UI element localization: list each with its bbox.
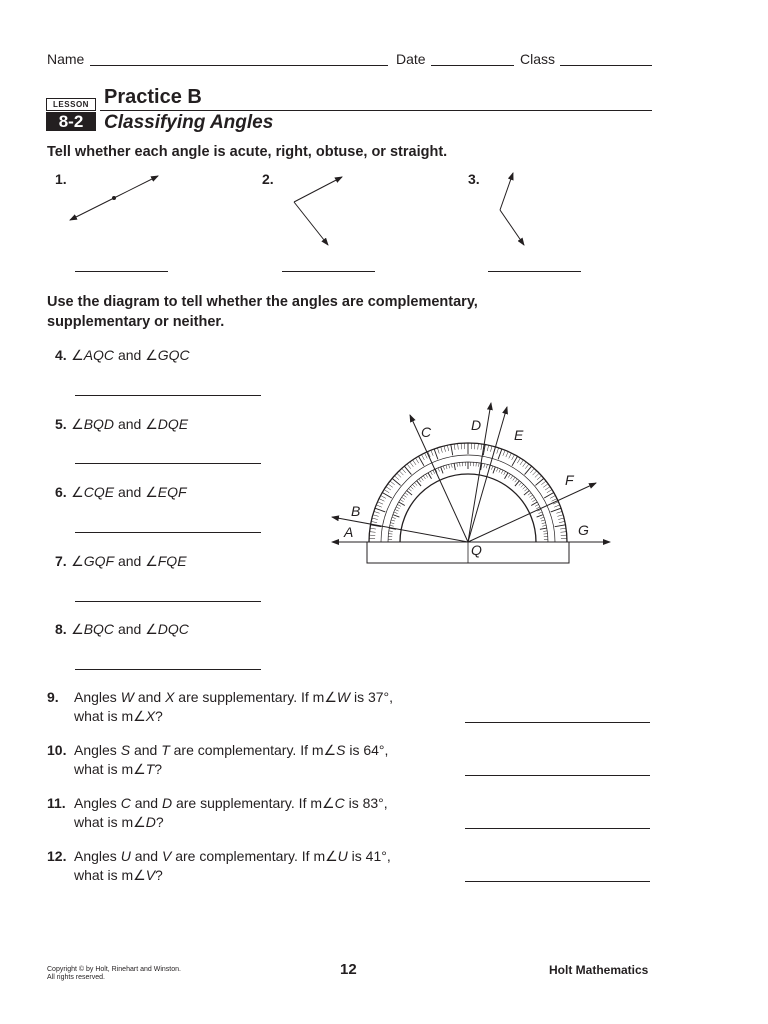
angle-symbol: ∠ <box>145 347 158 363</box>
angle-symbol: ∠ <box>145 553 158 569</box>
protractor-tick <box>392 517 396 518</box>
protractor-tick <box>555 525 566 527</box>
protractor-tick <box>423 476 425 479</box>
section1-instruction: Tell whether each angle is acute, right, obtuse, or straight. <box>47 144 448 160</box>
protractor-tick <box>545 487 550 490</box>
protractor-tick <box>428 473 432 479</box>
angle-symbol: ∠ <box>71 347 84 363</box>
protractor-tick <box>405 493 408 495</box>
conjunction: and <box>117 347 142 363</box>
protractor-tick <box>501 470 503 474</box>
protractor-tick <box>509 453 512 458</box>
protractor-tick <box>528 493 531 495</box>
protractor-tick <box>449 464 450 468</box>
angle-symbol: ∠ <box>71 553 84 569</box>
question-number: 4. <box>55 347 67 363</box>
answer-line-1[interactable] <box>75 271 168 272</box>
class-label: Class <box>520 51 556 67</box>
protractor-tick <box>393 515 400 517</box>
question-number: 1. <box>55 171 67 187</box>
question-10 <box>47 741 447 779</box>
question-7 <box>55 552 187 571</box>
text: are supplementary. If m∠ <box>175 795 335 811</box>
protractor-tick <box>503 450 505 456</box>
protractor-tick <box>397 504 401 506</box>
protractor-tick <box>437 448 439 454</box>
question-11 <box>47 794 447 832</box>
page-number: 12 <box>340 961 357 978</box>
protractor-tick <box>538 512 542 513</box>
protractor-tick <box>444 446 445 452</box>
label-D: D <box>471 417 482 433</box>
protractor-tick <box>376 505 382 507</box>
label-F: F <box>565 472 574 488</box>
var: T <box>161 742 170 758</box>
protractor-tick <box>531 502 537 506</box>
protractor-tick <box>543 484 548 488</box>
protractor-ticks <box>369 443 567 542</box>
answer-line-12[interactable] <box>465 881 650 882</box>
protractor-tick <box>542 525 546 526</box>
protractor-tick <box>504 471 506 475</box>
protractor-tick <box>392 478 400 485</box>
question-number: 5. <box>55 416 67 432</box>
text: ? <box>155 708 163 724</box>
protractor-tick <box>559 521 565 522</box>
protractor-tick <box>525 466 532 474</box>
protractor-tick <box>551 508 561 512</box>
question-4 <box>55 346 190 365</box>
protractor-tick <box>373 515 379 517</box>
lesson-word: LESSON <box>46 98 96 111</box>
answer-line-11[interactable] <box>465 828 650 829</box>
protractor-tick <box>397 473 401 477</box>
section2-instruction-line2: supplementary or neither. <box>47 314 225 330</box>
angle-name: DQC <box>157 621 189 637</box>
angle-symbol: ∠ <box>71 416 84 432</box>
protractor-tick <box>394 476 398 480</box>
angle-figure-3 <box>500 173 524 245</box>
question-number: 11. <box>47 795 66 811</box>
angle-symbol: ∠ <box>71 484 84 500</box>
angle-symbol: ∠ <box>145 621 158 637</box>
protractor-tick <box>381 496 386 499</box>
name-label: Name <box>47 51 85 67</box>
angle-name: GQC <box>157 347 190 363</box>
protractor-tick <box>390 481 395 485</box>
protractor-tick <box>403 495 406 497</box>
protractor-tick <box>395 509 399 511</box>
protractor-tick <box>447 445 448 451</box>
protractor-tick <box>375 508 385 512</box>
var: V <box>161 848 172 864</box>
label-G: G <box>578 522 589 538</box>
page-subtitle: Classifying Angles <box>104 112 274 133</box>
var: C <box>120 795 131 811</box>
question-number: 12. <box>47 848 67 864</box>
protractor-tick <box>391 520 395 521</box>
protractor-tick <box>535 473 539 477</box>
var: X <box>145 708 156 724</box>
protractor-tick <box>425 453 428 458</box>
protractor-tick <box>390 523 394 524</box>
protractor-tick <box>499 469 501 473</box>
protractor-tick <box>541 481 546 485</box>
protractor-tick <box>508 474 510 477</box>
publisher-brand: Holt Mathematics <box>549 963 649 977</box>
protractor-tick <box>535 478 543 485</box>
protractor-tick <box>532 500 535 502</box>
protractor-tick <box>542 523 546 524</box>
protractor-tick <box>414 483 417 486</box>
protractor-tick <box>523 462 527 467</box>
answer-line-6[interactable] <box>75 532 261 533</box>
protractor-tick <box>513 477 515 480</box>
protractor-tick <box>547 490 552 493</box>
protractor-tick <box>378 502 383 504</box>
text: Angles <box>74 742 117 758</box>
protractor-tick <box>554 505 560 507</box>
date-label: Date <box>396 51 426 67</box>
protractor-tick <box>394 512 398 513</box>
protractor-tick <box>560 528 566 529</box>
protractor-tick <box>390 525 394 526</box>
var: W <box>336 689 351 705</box>
protractor-tick <box>497 448 499 454</box>
protractor-tick <box>536 507 540 509</box>
protractor-tick <box>537 515 544 517</box>
page-title: Practice B <box>104 86 202 108</box>
protractor-tick <box>370 528 376 529</box>
question-number: 10. <box>47 742 67 758</box>
var: V <box>145 867 156 883</box>
protractor-tick <box>384 490 389 493</box>
angle-symbol: ∠ <box>145 484 158 500</box>
protractor-tick <box>399 471 403 475</box>
text: Angles <box>74 689 117 705</box>
text: are supplementary. If m∠ <box>178 689 337 705</box>
protractor-tick <box>410 486 413 489</box>
question-number: 6. <box>55 484 67 500</box>
question-number: 7. <box>55 553 67 569</box>
var: D <box>161 795 173 811</box>
text: what is m∠ <box>74 708 146 724</box>
protractor-tick <box>451 464 452 468</box>
protractor-tick <box>441 467 443 474</box>
copyright-line: All rights reserved. <box>47 974 105 981</box>
question-number: 9. <box>47 689 59 705</box>
answer-line-10[interactable] <box>465 775 650 776</box>
protractor-tick <box>386 487 391 490</box>
protractor-tick <box>530 468 534 472</box>
protractor-tick <box>407 464 411 469</box>
protractor-tick <box>454 444 455 450</box>
protractor-tick <box>374 511 380 513</box>
conjunction: and <box>117 484 142 500</box>
protractor-tick <box>558 518 564 519</box>
conjunction: and <box>117 621 142 637</box>
protractor-tick <box>540 528 547 529</box>
protractor-tick <box>531 497 534 499</box>
answer-line-5[interactable] <box>75 463 261 464</box>
protractor-tick <box>537 476 541 480</box>
protractor-tick <box>521 484 524 487</box>
protractor-tick <box>370 532 376 533</box>
protractor-inner-arc <box>400 474 536 542</box>
label-B: B <box>351 503 361 519</box>
question-number: 3. <box>468 171 480 187</box>
protractor-tick <box>416 458 419 463</box>
protractor-tick <box>519 483 522 486</box>
protractor-tick <box>399 502 405 506</box>
question-6 <box>55 483 187 502</box>
protractor-tick <box>520 460 523 465</box>
angle-name: CQE <box>83 484 115 500</box>
var: S <box>336 742 346 758</box>
var: U <box>120 848 131 864</box>
angle-name: FQE <box>157 553 187 569</box>
protractor-tick <box>478 444 479 450</box>
protractor-tick <box>512 455 515 460</box>
angle-name: AQC <box>83 347 115 363</box>
angle-name: BQC <box>83 621 115 637</box>
question-8 <box>55 620 189 639</box>
protractor-tick <box>529 495 532 497</box>
protractor-tick <box>490 446 491 452</box>
section2-instruction-line1: Use the diagram to tell whether the angles are complementary, <box>47 294 478 310</box>
protractor-tick <box>556 511 562 513</box>
protractor-tick <box>389 531 393 532</box>
protractor-tick <box>412 484 415 487</box>
protractor-tick <box>410 462 414 467</box>
lesson-number: 8-2 <box>46 112 96 131</box>
protractor-tick <box>419 479 421 482</box>
protractor-tick <box>498 449 502 459</box>
protractor-tick <box>550 496 555 499</box>
protractor-tick <box>402 468 406 472</box>
angle-symbol: ∠ <box>145 416 158 432</box>
protractor-tick <box>517 458 520 463</box>
protractor-tick <box>431 450 433 456</box>
protractor-tick <box>409 488 412 491</box>
protractor-tick <box>454 463 455 470</box>
text: and <box>134 848 159 864</box>
angle-figure-2 <box>294 177 342 245</box>
text: is 64°, <box>349 742 389 758</box>
text: is 37°, <box>353 689 394 705</box>
text: Angles <box>74 795 117 811</box>
label-E: E <box>514 427 524 443</box>
text: ? <box>155 814 164 830</box>
conjunction: and <box>117 553 142 569</box>
protractor-tick <box>441 447 443 453</box>
protractor-tick <box>434 449 438 459</box>
var: U <box>337 848 348 864</box>
angle-name: DQE <box>157 416 189 432</box>
protractor-tick <box>400 500 403 502</box>
protractor-tick <box>493 467 495 474</box>
protractor-tick <box>421 477 423 480</box>
protractor-tick <box>396 507 400 509</box>
copyright <box>47 966 181 982</box>
protractor-tick <box>404 466 411 474</box>
question-9 <box>47 688 447 726</box>
protractor-tick <box>487 445 488 451</box>
protractor-tick <box>541 520 545 521</box>
conjunction: and <box>117 416 142 432</box>
protractor-tick <box>446 465 447 469</box>
protractor-tick <box>430 471 432 475</box>
protractor-tick <box>533 471 537 475</box>
protractor-tick <box>422 455 425 460</box>
label-Q: Q <box>471 542 482 558</box>
protractor-tick <box>372 518 378 519</box>
text: ? <box>154 761 163 777</box>
label-C: C <box>421 424 432 440</box>
var: C <box>334 795 345 811</box>
protractor-tick <box>515 479 517 482</box>
protractor-tick <box>438 468 439 472</box>
protractor-tick <box>443 466 444 470</box>
var: D <box>145 814 156 830</box>
protractor-tick <box>491 466 492 470</box>
text: is 83°, <box>348 795 388 811</box>
protractor-tick <box>560 532 566 533</box>
var: X <box>165 689 175 705</box>
text: Angles <box>74 848 117 864</box>
protractor-tick <box>506 452 508 457</box>
text: are complementary. If m∠ <box>175 848 338 864</box>
protractor-tick <box>486 464 487 468</box>
protractor-tick <box>479 463 480 467</box>
var: W <box>120 689 134 705</box>
protractor-tick <box>388 484 393 488</box>
angle-name: GQF <box>83 553 115 569</box>
label-A: A <box>344 524 354 540</box>
answer-line-2[interactable] <box>282 271 375 272</box>
protractor-tick <box>535 504 539 506</box>
protractor-tick <box>371 521 377 522</box>
protractor-tick <box>433 470 435 474</box>
protractor-tick <box>496 468 497 472</box>
protractor-tick <box>543 531 547 532</box>
text: what is m∠ <box>74 761 146 777</box>
answer-line-3[interactable] <box>488 271 581 272</box>
protractor-tick <box>510 476 512 479</box>
text: and <box>134 795 159 811</box>
protractor-tick <box>484 464 485 468</box>
question-12 <box>47 847 447 885</box>
angle-symbol: ∠ <box>71 621 84 637</box>
protractor-tick <box>524 488 527 491</box>
protractor-tick <box>557 515 563 517</box>
section2-instruction <box>47 292 478 332</box>
protractor-tick <box>426 474 428 477</box>
protractor-tick <box>505 473 509 479</box>
text: what is m∠ <box>74 867 146 883</box>
angle-name: BQD <box>83 416 115 432</box>
text: and <box>133 742 158 758</box>
text: is 41°, <box>351 848 391 864</box>
var: S <box>120 742 131 758</box>
answer-line-8[interactable] <box>75 669 261 670</box>
protractor-tick <box>379 499 384 502</box>
protractor-tick <box>402 497 405 499</box>
protractor-tick <box>540 517 544 518</box>
protractor-outer-arc <box>369 443 567 542</box>
protractor-diagram <box>320 395 620 575</box>
copyright-line: Copyright © by Holt, Rinehart and Winston. <box>47 966 181 973</box>
angle-figure-1 <box>70 176 158 220</box>
text: and <box>137 689 162 705</box>
angle-figures <box>0 0 768 300</box>
angle-name: EQF <box>157 484 187 500</box>
protractor-tick <box>523 486 526 489</box>
protractor-tick <box>413 460 416 465</box>
question-number: 2. <box>262 171 274 187</box>
protractor-tick <box>525 464 529 469</box>
question-5 <box>55 415 188 434</box>
question-number: 8. <box>55 621 67 637</box>
protractor-tick <box>458 444 459 450</box>
answer-line-7[interactable] <box>75 601 261 602</box>
protractor-tick <box>457 463 458 467</box>
var: T <box>145 761 155 777</box>
text: ? <box>155 867 163 883</box>
protractor-tick <box>481 444 482 450</box>
text: are complementary. If m∠ <box>173 742 337 758</box>
protractor-tick <box>451 445 453 456</box>
answer-line-9[interactable] <box>465 722 650 723</box>
text: what is m∠ <box>74 814 146 830</box>
answer-line-4[interactable] <box>75 395 261 396</box>
